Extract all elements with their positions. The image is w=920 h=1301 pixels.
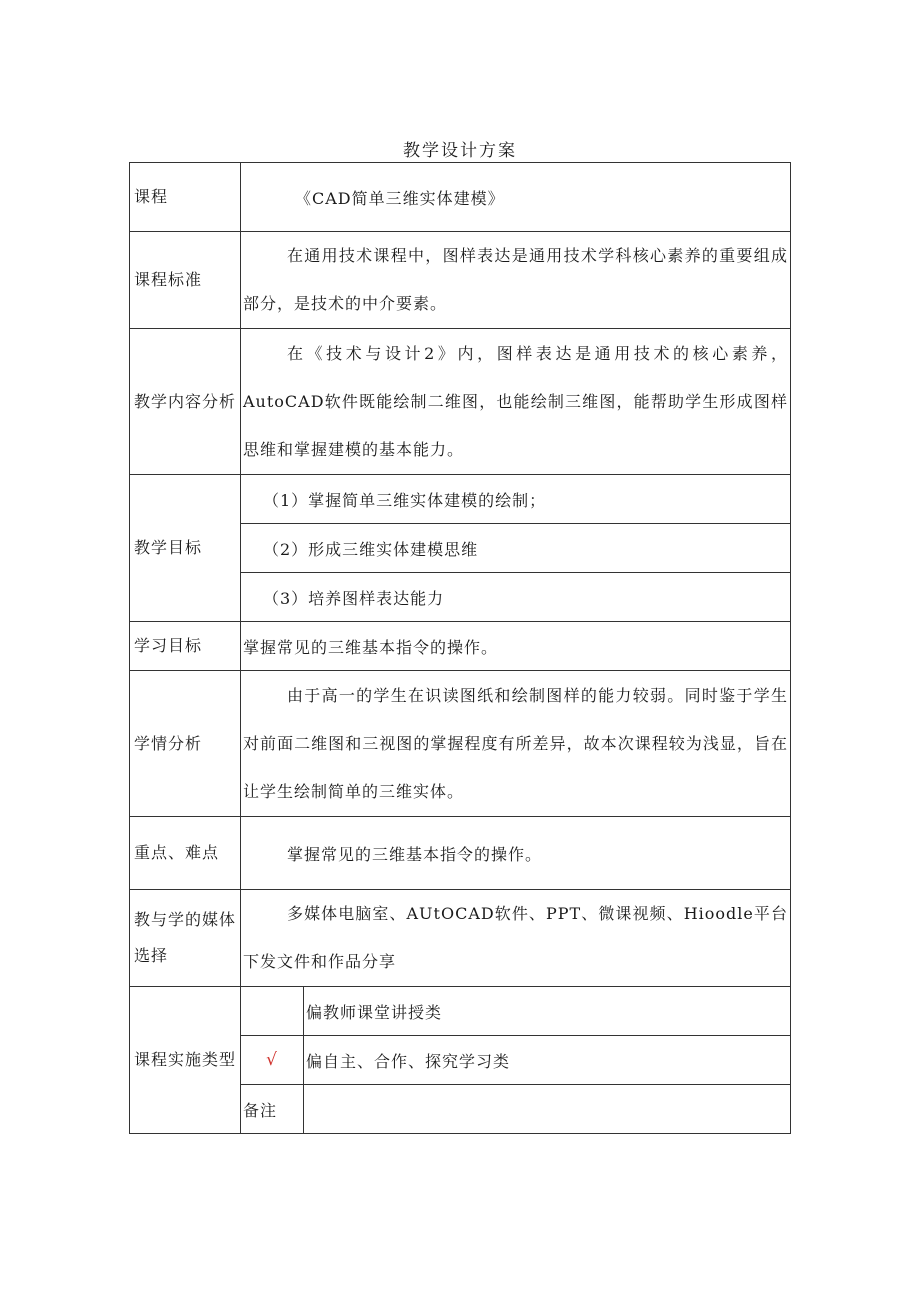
option-2-text: 偏自主、合作、探究学习类 [304,1036,791,1085]
standard-text: 在通用技术课程中，图样表达是通用技术学科核心素养的重要组成部分，是技术的中介要素。 [243,246,789,313]
document-title: 教学设计方案 [403,141,517,161]
content-analysis-label: 教学内容分析 [130,329,241,475]
row-key-points [130,817,791,890]
row-course [130,163,791,232]
key-points-label: 重点、难点 [130,817,241,890]
learning-goal-label: 学习目标 [130,622,241,671]
content-analysis-text: 在《技术与设计2》内，图样表达是通用技术的核心素养，AutoCAD软件既能绘制二维图，也能绘制三维图，能帮助学生形成图样思维和掌握建模的基本能力。 [243,343,789,459]
row-learning-goal [130,622,791,671]
row-media [130,890,791,987]
row-content-analysis [130,329,791,475]
key-points-text: 掌握常见的三维基本指令的操作。 [287,844,543,864]
option-1-text: 偏教师课堂讲授类 [304,987,791,1036]
student-analysis-text: 由于高一的学生在识读图纸和绘制图样的能力较弱。同时鉴于学生对前面二维图和三视图的掌握程度有所差异，故本次课程较为浅显，旨在让学生绘制简单的三维实体。 [243,685,789,801]
row-student-analysis [130,671,791,817]
learning-goal-text: 掌握常见的三维基本指令的操作。 [241,622,791,671]
row-standard [130,232,791,329]
student-analysis-label: 学情分析 [130,671,241,817]
course-name: 《CAD简单三维实体建模》 [241,163,791,232]
note-value[interactable] [304,1085,791,1134]
row-goal-1 [130,475,791,524]
media-label: 教与学的媒体选择 [130,890,241,987]
option-1-checkbox[interactable] [241,987,304,1036]
goal-item-3: （3）培养图样表达能力 [241,573,791,622]
goals-label: 教学目标 [130,475,241,622]
option-2-checkmark[interactable]: √ [241,1036,304,1085]
goal-item-2: （2）形成三维实体建模思维 [241,524,791,573]
standard-label: 课程标准 [130,232,241,329]
teaching-plan-table [129,162,791,1134]
row-type-option-1 [130,987,791,1036]
note-label: 备注 [241,1085,304,1134]
media-text: 多媒体电脑室、AUtOCAD软件、PPT、微课视频、Hioodle平台下发文件和作品分享 [243,904,789,971]
course-label: 课程 [130,163,241,232]
implementation-type-label: 课程实施类型 [130,987,241,1134]
goal-item-1: （1）掌握简单三维实体建模的绘制； [241,475,791,524]
